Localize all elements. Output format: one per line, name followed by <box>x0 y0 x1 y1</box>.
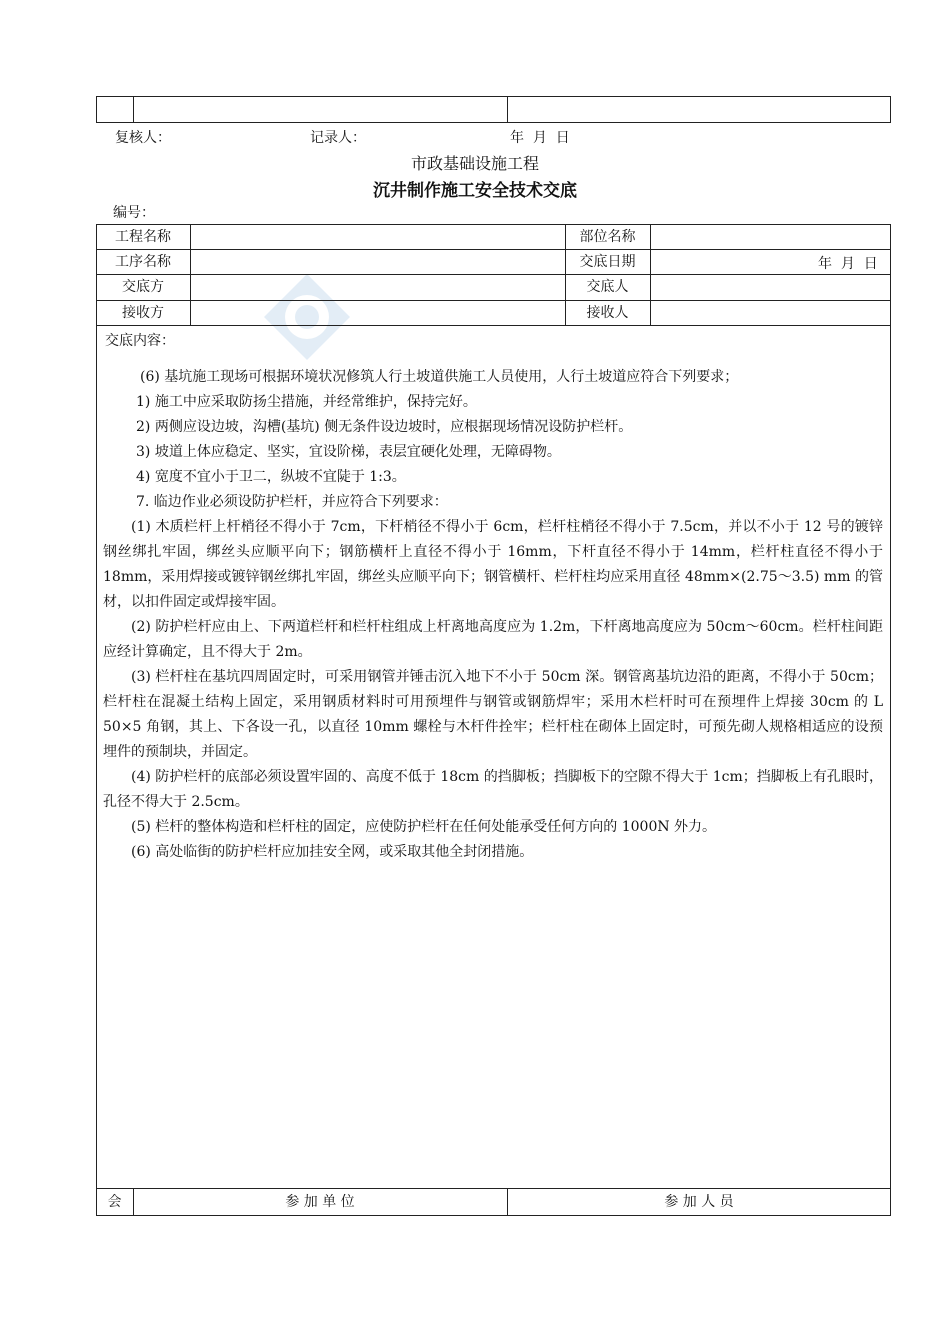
content-paragraph: (5) 栏杆的整体构造和栏杆柱的固定，应使防护栏杆在任何处能承受任何方向的 1000N 外力。 <box>131 819 717 835</box>
handover-date-value: 年 月 日 <box>818 256 878 272</box>
info-col-line-3 <box>650 224 651 326</box>
info-col-line-1 <box>190 224 191 326</box>
signoff-hui-label: 会 <box>107 1194 122 1210</box>
process-name-label: 工序名称 <box>115 254 171 270</box>
content-paragraph: 3) 坡道上体应稳定、坚实，宜设阶梯，表层宜硬化处理，无障碍物。 <box>136 444 561 460</box>
info-row-line-2 <box>96 274 891 275</box>
content-paragraph: (4) 防护栏杆的底部必须设置牢固的、高度不低于 18cm 的挡脚板；挡脚板下的空隙不得大于 1cm；挡脚板上有孔眼时，孔径不得大于 2.5cm。 <box>103 769 883 810</box>
reviewer-label: 复核人： <box>115 130 171 146</box>
document-title: 沉井制作施工安全技术交底 <box>373 181 577 201</box>
content-paragraph: 4) 宽度不宜小于卫二，纵坡不宜陡于 1:3。 <box>136 469 406 485</box>
content-paragraph: (6) 基坑施工现场可根据环境状况修筑人行土坡道供施工人员使用，人行土坡道应符合下列要求； <box>140 369 739 385</box>
serial-number-label: 编号： <box>113 205 155 221</box>
participating-persons-label: 参 加 人 员 <box>664 1194 734 1210</box>
part-name-label: 部位名称 <box>579 229 636 245</box>
prev-date-label: 年 月 日 <box>510 130 570 146</box>
prev-row-divider-2 <box>507 96 508 123</box>
info-table <box>96 224 891 326</box>
prev-row-divider-1 <box>133 96 134 123</box>
content-paragraph: 2) 两侧应设边坡，沟槽(基坑) 侧无条件设边坡时，应根据现场情况设防护栏杆。 <box>136 419 633 435</box>
handover-person-label: 交底人 <box>586 279 629 295</box>
receiver-party-label: 接收方 <box>122 305 164 321</box>
document-subtitle: 市政基础设施工程 <box>410 154 539 173</box>
handover-party-label: 交底方 <box>122 279 164 295</box>
content-paragraph: (2) 防护栏杆应由上、下两道栏杆和栏杆柱组成上杆离地高度应为 1.2m，下杆离地高度应为 50cm～60cm。栏杆柱间距应经计算确定，且不得大于 2m。 <box>103 619 883 660</box>
content-paragraph: 1) 施工中应采取防扬尘措施，并经常维护，保持完好。 <box>136 394 477 410</box>
participating-units-label: 参 加 单 位 <box>285 1194 355 1210</box>
info-row-line-3 <box>96 300 891 301</box>
receiver-person-label: 接收人 <box>586 305 629 321</box>
recorder-label: 记录人： <box>310 130 366 146</box>
content-paragraph: (1) 木质栏杆上杆梢径不得小于 7cm，下杆梢径不得小于 6cm，栏杆柱梢径不得小于 7.5cm，并以不小于 12 号的镀锌钢丝绑扎牢固，绑丝头应顺平向下；钢筋横杆上直径不得小于 16mm，下杆直径不得小于 14mm，栏杆柱直径不得小于 18mm，采用焊接或镀锌钢丝绑扎牢固，绑丝头应顺平向下；钢管横杆、栏杆柱均应采用直径 48mm×(2.75～3.5) mm 的管材，以扣件固定或焊接牢固。 <box>103 519 883 610</box>
project-name-label: 工程名称 <box>115 229 171 245</box>
content-paragraph: 7. 临边作业必须设防护栏杆，并应符合下列要求： <box>136 494 448 510</box>
prev-signoff-row <box>96 96 891 123</box>
handover-date-label: 交底日期 <box>579 254 636 270</box>
content-paragraph: (6) 高处临街的防护栏杆应加挂安全网，或采取其他全封闭措施。 <box>131 844 534 860</box>
info-row-line-1 <box>96 249 891 250</box>
content-paragraph: (3) 栏杆柱在基坑四周固定时，可采用钢管并锤击沉入地下不小于 50cm 深。钢管离基坑边沿的距离，不得小于 50cm；栏杆柱在混凝土结构上固定，采用钢质材料时可用预埋件与钢管或钢筋焊牢；采用木栏杆时可在预埋件上焊接 30cm 的 L 50×5 角钢，其上、下各设一孔，以直径 10mm 螺栓与木杆件拴牢；栏杆柱在砌体上固定时，可预先砌人规格相适应的设预埋件的预制块，并固定。 <box>103 669 883 760</box>
content-label: 交底内容： <box>105 333 175 349</box>
